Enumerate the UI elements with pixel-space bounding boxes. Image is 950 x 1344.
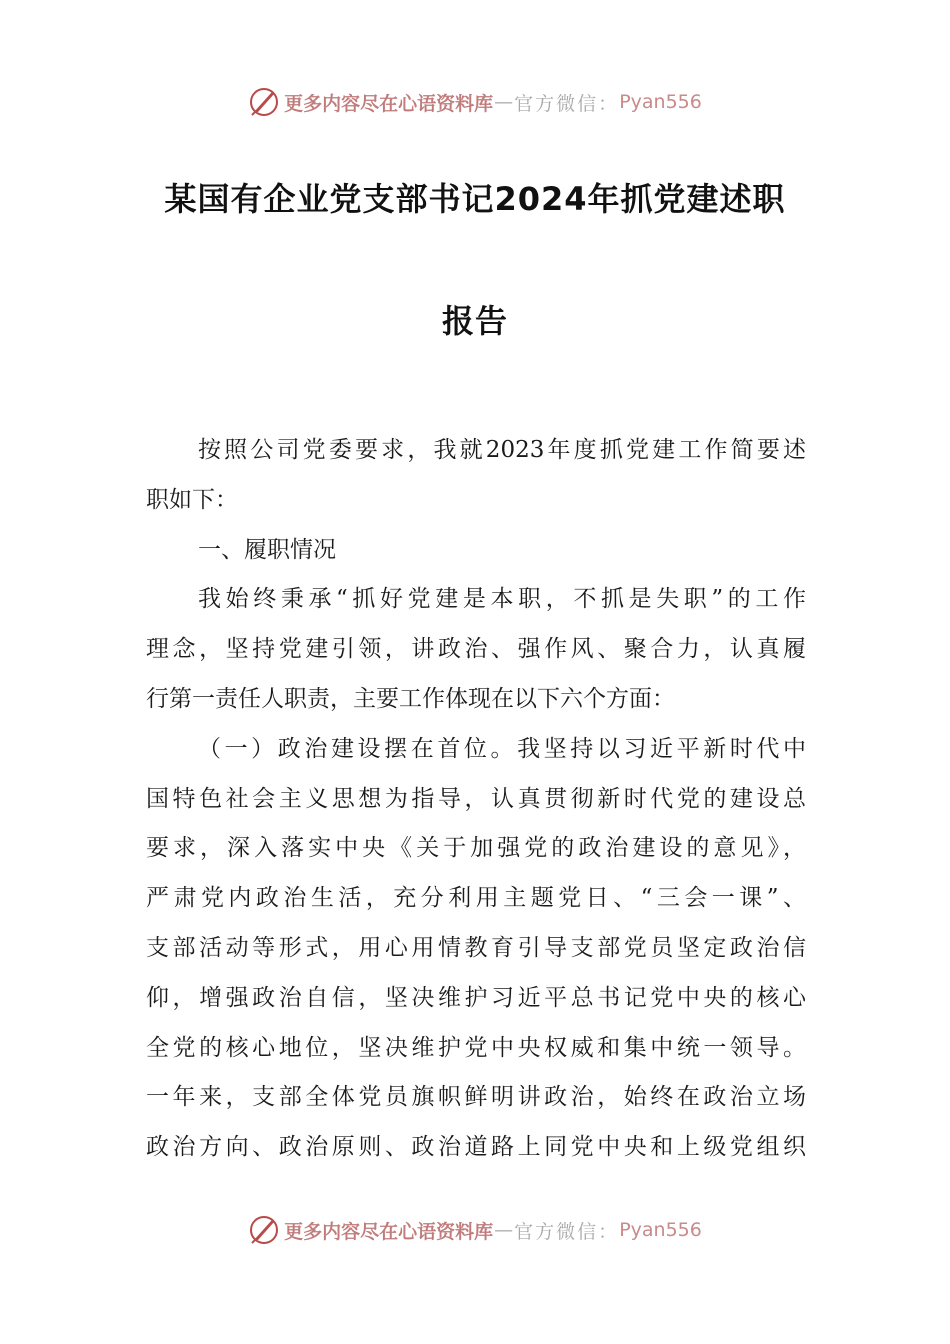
watermark-contact-id: Pyan556 xyxy=(619,1219,702,1241)
footer-watermark xyxy=(0,1210,950,1250)
document-title-line-1: 某国有企业党支部书记2024年抓党建述职 xyxy=(164,180,786,218)
watermark-contact-label: 官方微信： xyxy=(514,92,620,115)
body-line: 国特色社会主义思想为指导，认真贯彻新时代党的建设总 xyxy=(146,785,806,812)
body-line: 支部活动等形式，用心用情教育引导支部党员坚定政治信 xyxy=(146,934,806,961)
watermark-contact-label: 官方微信： xyxy=(514,1220,620,1243)
section-heading: 一、履职情况 xyxy=(198,536,336,563)
body-line: 理念，坚持党建引领，讲政治、强作风、聚合力，认真履 xyxy=(146,636,806,663)
quill-logo-icon xyxy=(248,1214,280,1246)
watermark-brand: 更多内容尽在心语资料库 xyxy=(284,92,494,115)
subsection-heading: （一）政治建设摆在首位。我坚持以习近平新时代中 xyxy=(198,735,806,762)
body-line: 全党的核心地位，坚决维护党中央权威和集中统一领导。 xyxy=(146,1034,806,1061)
body-line: 职如下： xyxy=(146,486,238,513)
body-line: 仰，增强政治自信，坚决维护习近平总书记党中央的核心 xyxy=(146,984,806,1011)
watermark-contact-id: Pyan556 xyxy=(619,91,702,113)
watermark-separator: — xyxy=(494,1219,514,1241)
body-line: 要求，深入落实中央《关于加强党的政治建设的意见》， xyxy=(146,835,806,862)
body-line: 一年来，支部全体党员旗帜鲜明讲政治，始终在政治立场 xyxy=(146,1084,806,1111)
quill-logo-icon xyxy=(248,86,280,118)
watermark-brand: 更多内容尽在心语资料库 xyxy=(284,1220,494,1243)
body-line: 政治方向、政治原则、政治道路上同党中央和上级党组织 xyxy=(146,1134,806,1161)
body-line: 我始终秉承“抓好党建是本职，不抓是失职”的工作 xyxy=(198,586,806,613)
document-body xyxy=(146,426,806,1173)
watermark-separator: — xyxy=(494,91,514,113)
header-watermark xyxy=(0,82,950,122)
body-line: 严肃党内政治生活，充分利用主题党日、“三会一课”、 xyxy=(146,885,806,912)
body-line: 按照公司党委要求，我就2023年度抓党建工作简要述 xyxy=(198,437,806,463)
body-line: 行第一责任人职责，主要工作体现在以下六个方面： xyxy=(146,685,675,712)
document-title-line-2: 报告 xyxy=(441,302,508,340)
